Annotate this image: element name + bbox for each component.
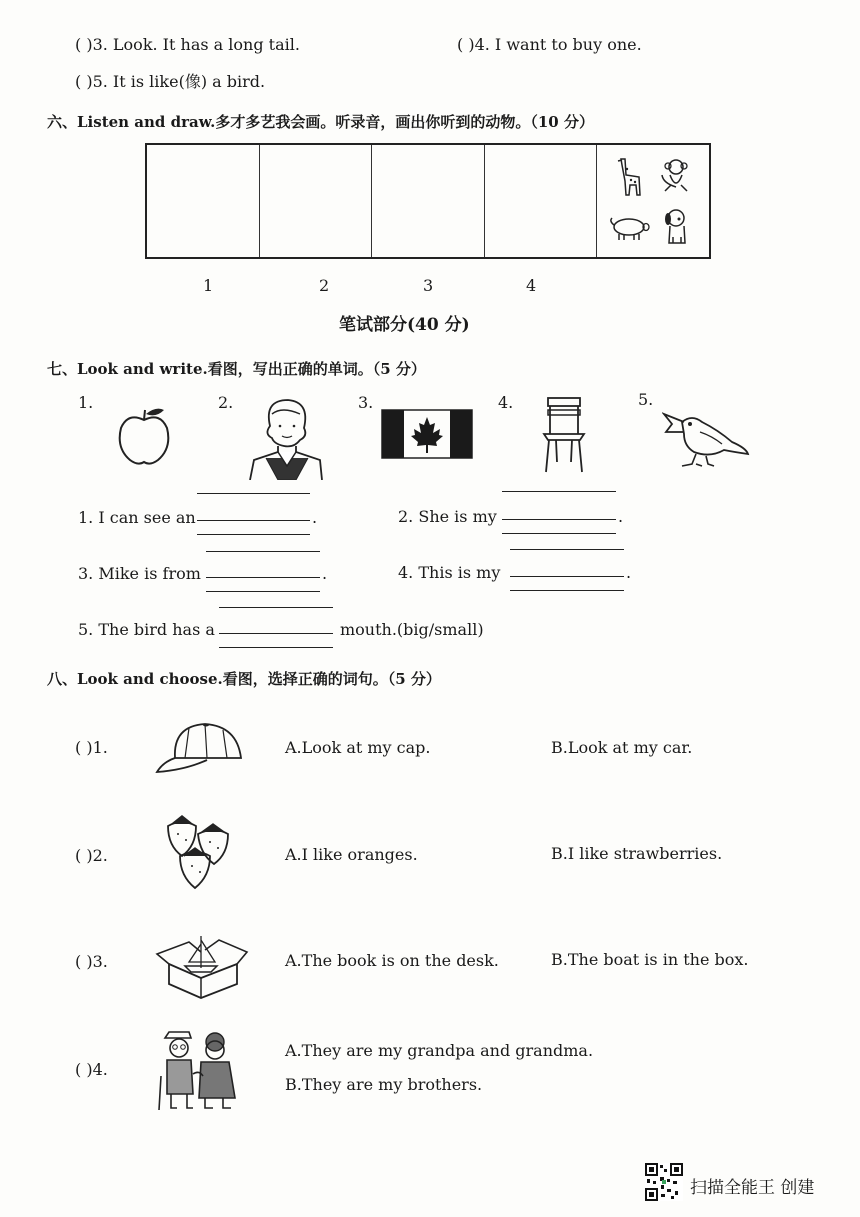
option-4a[interactable]: A.They are my grandpa and grandma.: [285, 1041, 594, 1060]
picture-number-3: 3.: [358, 393, 374, 412]
answer-line-1[interactable]: [197, 520, 310, 521]
writing-line: [206, 551, 320, 552]
box-number-4: 4: [526, 276, 537, 295]
question-5-3: ( )3. Look. It has a long tail.: [75, 35, 300, 54]
choice-number-1: ( )1.: [75, 738, 108, 757]
drawing-box-4[interactable]: [485, 145, 598, 257]
strawberries-icon: [162, 812, 242, 892]
option-3a[interactable]: A.The book is on the desk.: [285, 951, 499, 970]
option-1a[interactable]: A.Look at my cap.: [285, 738, 431, 757]
section-6-heading: 六、Listen and draw.多才多艺我会画。听录音，画出你听到的动物。（10 分）: [47, 113, 594, 131]
writing-line: [197, 493, 310, 494]
mother-icon: [248, 396, 324, 480]
answer-line-3[interactable]: [206, 577, 320, 578]
picture-number-1: 1.: [78, 393, 94, 412]
monkey-icon: [659, 157, 693, 195]
question-5-4: ( )4. I want to buy one.: [457, 35, 642, 54]
giraffe-icon: [613, 155, 647, 199]
section-8-heading: 八、Look and choose.看图，选择正确的词句。（5 分）: [47, 670, 441, 688]
writing-line: [510, 549, 624, 550]
writing-line: [219, 647, 333, 648]
option-2b[interactable]: B.I like strawberries.: [551, 844, 723, 863]
sentence-7-1: 1. I can see an: [78, 508, 196, 527]
sentence-7-1-end: .: [312, 508, 318, 527]
drawing-box-3[interactable]: [372, 145, 485, 257]
writing-line: [219, 607, 333, 608]
dog-icon: [661, 207, 693, 247]
apple-icon: [114, 404, 174, 468]
answer-line-2[interactable]: [502, 519, 616, 520]
option-2a[interactable]: A.I like oranges.: [285, 845, 418, 864]
written-part-title: 笔试部分(40 分): [339, 315, 470, 335]
box-number-2: 2: [319, 276, 330, 295]
canada-flag-icon: [381, 409, 473, 459]
writing-line: [502, 491, 616, 492]
question-5-5: ( )5. It is like(像) a bird.: [75, 72, 266, 91]
writing-line: [510, 590, 624, 591]
drawing-grid: [145, 143, 711, 259]
choice-number-2: ( )2.: [75, 846, 108, 865]
sentence-7-2: 2. She is my: [398, 507, 497, 526]
writing-line: [502, 533, 616, 534]
animal-options-box: [597, 145, 709, 257]
chair-icon: [540, 396, 588, 474]
picture-number-4: 4.: [498, 393, 514, 412]
answer-line-4[interactable]: [510, 576, 624, 577]
sentence-7-3-end: .: [322, 564, 328, 583]
cap-icon: [155, 720, 247, 778]
option-4b[interactable]: B.They are my brothers.: [285, 1075, 483, 1094]
drawing-box-2[interactable]: [260, 145, 373, 257]
sentence-7-4-end: .: [626, 563, 632, 582]
bird-icon: [662, 408, 750, 470]
qr-code-icon: [645, 1163, 683, 1201]
writing-line: [206, 591, 320, 592]
box-number-1: 1: [203, 276, 214, 295]
sentence-7-2-end: .: [618, 507, 624, 526]
pig-icon: [607, 213, 651, 243]
sentence-7-3: 3. Mike is from: [78, 564, 201, 583]
option-1b[interactable]: B.Look at my car.: [551, 738, 693, 757]
sentence-7-5-end: mouth.(big/small): [340, 620, 484, 639]
choice-number-4: ( )4.: [75, 1060, 108, 1079]
option-3b[interactable]: B.The boat is in the box.: [551, 950, 749, 969]
section-7-heading: 七、Look and write.看图，写出正确的单词。（5 分）: [47, 360, 426, 378]
drawing-box-1[interactable]: [147, 145, 260, 257]
scanner-brand-watermark: 扫描全能王 创建: [690, 1178, 815, 1198]
sentence-7-4: 4. This is my: [398, 563, 501, 582]
grandparents-icon: [155, 1026, 243, 1112]
picture-number-2: 2.: [218, 393, 234, 412]
box-number-3: 3: [423, 276, 434, 295]
sentence-7-5: 5. The bird has a: [78, 620, 215, 639]
answer-line-5[interactable]: [219, 633, 333, 634]
boat-in-box-icon: [155, 934, 249, 1000]
choice-number-3: ( )3.: [75, 952, 108, 971]
picture-number-5: 5.: [638, 390, 654, 409]
writing-line: [197, 534, 310, 535]
